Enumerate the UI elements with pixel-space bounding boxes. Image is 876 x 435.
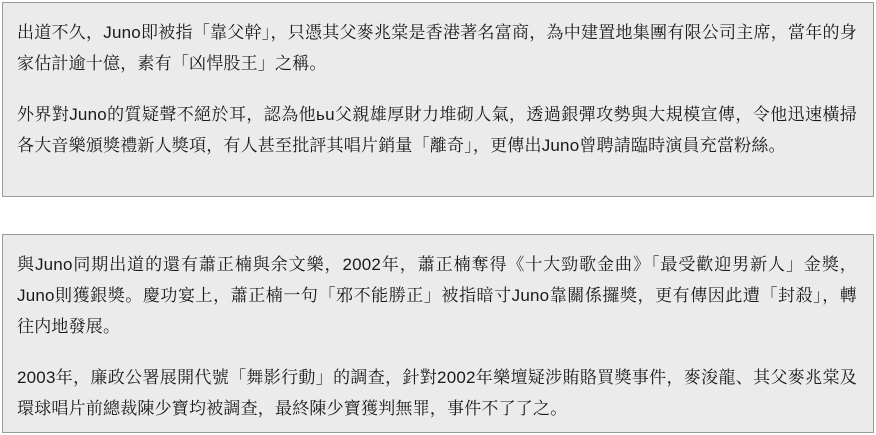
paragraph: 2003年，廉政公署展開代號「舞影行動」的調查，針對2002年樂壇疑涉賄賂買獎事件，麥浚龍、其父麥兆棠及環球唱片前總裁陳少寶均被調查，最終陳少寶獲判無罪，事件不了了之。 <box>17 368 857 418</box>
text-block-one <box>2 2 874 197</box>
paragraph: 出道不久，Juno即被指「靠父幹」，只憑其父麥兆棠是香港著名富商，為中建置地集團有限公司主席，當年的身家估計逾十億，素有「凶悍股王」之稱。 <box>17 23 857 73</box>
text-block-two <box>2 234 874 433</box>
paragraph: 與Juno同期出道的還有蕭正楠與余文樂，2002年，蕭正楠奪得《十大勁歌金曲》「最受歡迎男新人」金獎，Juno則獲銀獎。慶功宴上，蕭正楠一句「邪不能勝正」被指暗寸Juno靠關係攞獎，更有傳因此遭「封殺」，轉往内地發展。 <box>17 255 857 336</box>
paragraph: 外界對Juno的質疑聲不絕於耳，認為他ьu父親雄厚財力堆砌人氣，透過銀彈攻勢與大規模宣傳，令他迅速橫掃各大音樂頒獎禮新人獎項，有人甚至批評其唱片銷量「離奇」，更傳出Juno曾聘請臨時演員充當粉絲。 <box>17 105 857 155</box>
